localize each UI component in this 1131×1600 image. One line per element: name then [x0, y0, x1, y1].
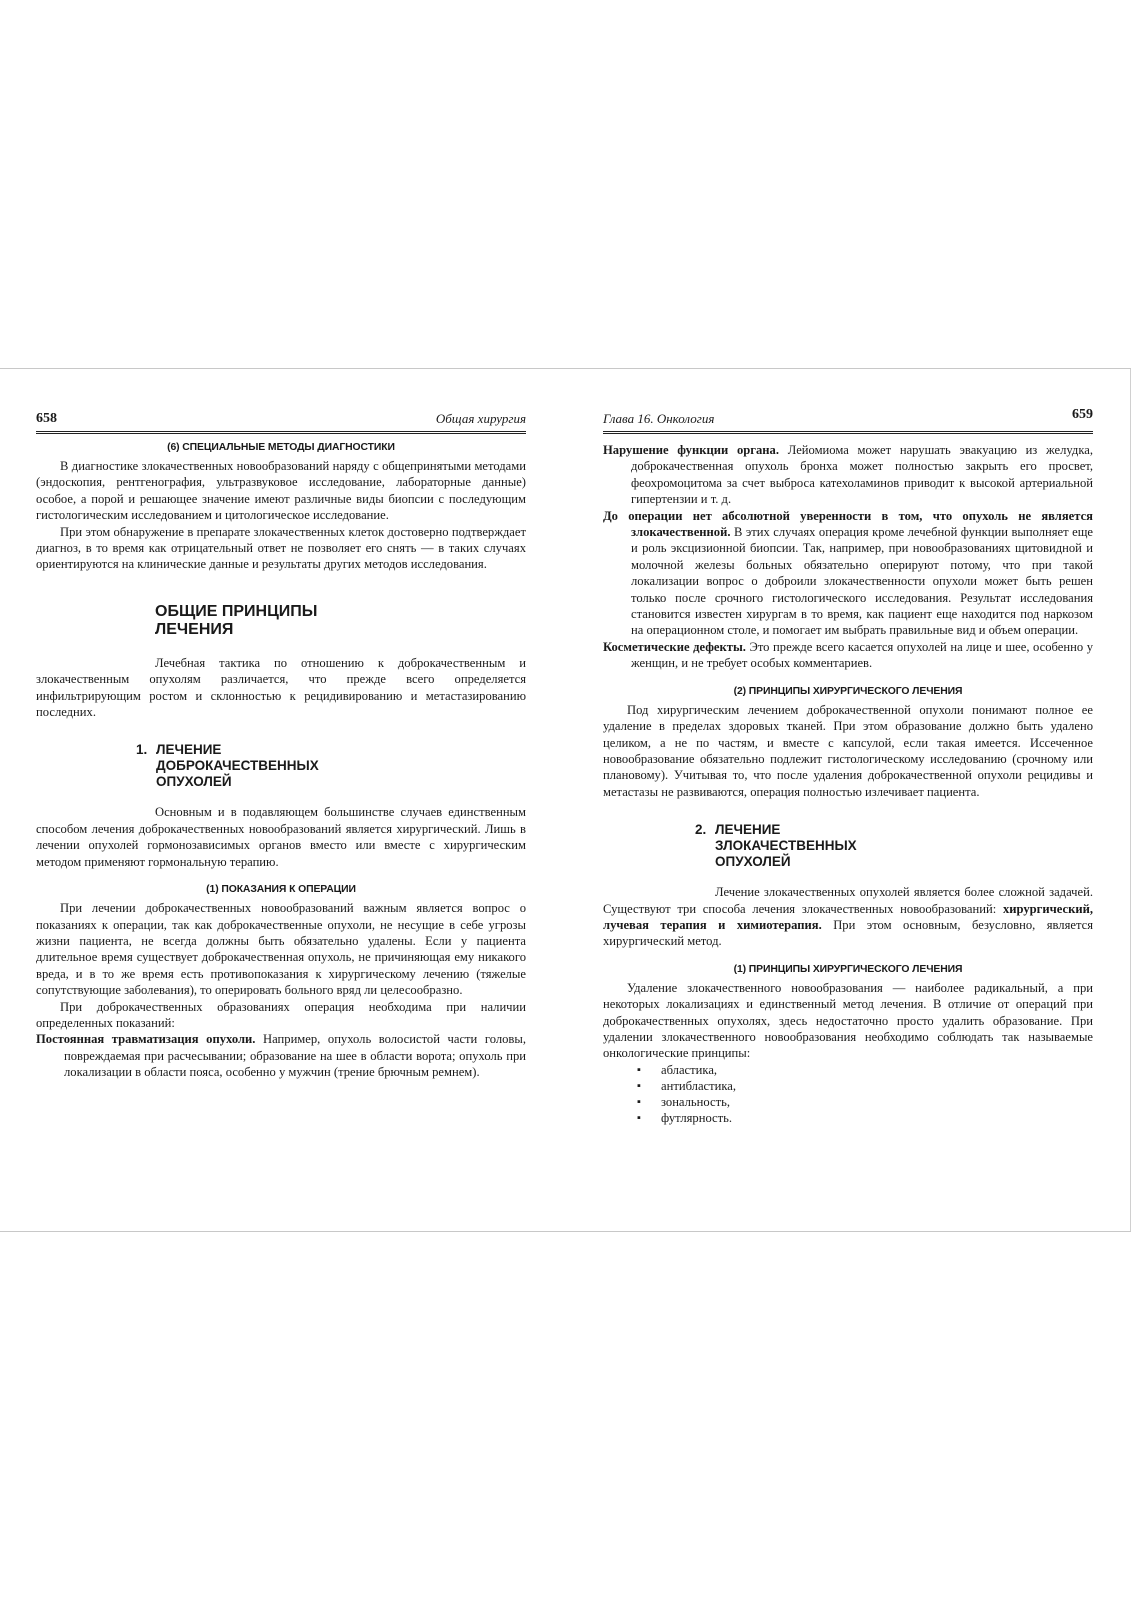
term-text: Лейомиома может нарушать эвакуацию из желудка, доброкачественная опухоль бронха может полностью закрыть его просвет, феохромоцитома за счет выброса катехоламинов приводит к высокой артериальной гипертензии и т. д. [631, 443, 1093, 507]
term-text: В этих случаях операция кроме лечебной функции выполняет еще и роль эксцизионной биопсии. Так, например, при новообразованиях щитовидной и молочной железы больных обязательно оперируют потому, что при такой локализации вопрос о доброили злокачественности опухоли может быть решен только после срочного гистологического исследования. Результат исследования становится известен хирургам в то время, как пациент еще находится под наркозом на операционном столе, и помогает им выбрать правильные вид и объем операции. [631, 525, 1093, 638]
heading-line: ОПУХОЛЕЙ [715, 854, 791, 870]
running-title: Глава 16. Онкология [603, 411, 715, 426]
list-item: ▪ абластика, [637, 1062, 1093, 1078]
paragraph [603, 884, 1093, 950]
heading-line: ОБЩИЕ ПРИНЦИПЫ [155, 602, 318, 620]
subsection-heading: (1) ПРИНЦИПЫ ХИРУРГИЧЕСКОГО ЛЕЧЕНИЯ [733, 963, 963, 975]
page-number: 659 [1072, 407, 1093, 422]
term: До операции нет абсолютной уверенности в том, что опухоль не является злокачественной. [603, 508, 1093, 540]
term: Косметические дефекты. [603, 639, 746, 654]
section-heading [155, 603, 526, 639]
paragraph: Удаление злокачественного новообразования — наиболее радикальный, а при некоторых локализациях и единственный метод лечения. В отличие от операций при доброкачественных опухолях, здесь недостаточно просто удалить образование. При удалении злокачественного новообразования необходимо соблюдать так называемые онкологические принципы: [603, 980, 1093, 1061]
list-item: ▪ зональность, [637, 1094, 1093, 1110]
heading-line: ЛЕЧЕНИЕ [715, 822, 781, 838]
paragraph-text: Лечение злокачественных опухолей является более сложной задачей. Существуют три способа лечения злокачественных новообразований: [603, 885, 1093, 916]
numbered-heading [695, 822, 1093, 870]
principles-list [603, 1062, 1093, 1126]
paragraph-text: При этом основным, безусловно, является хирургический метод. [603, 917, 1094, 949]
heading-line: ОПУХОЛЕЙ [156, 774, 232, 790]
left-page-header [36, 409, 526, 434]
heading-number: 2. [695, 822, 707, 838]
list-item [603, 639, 1093, 672]
term-text: Это прежде всего касается опухолей на лице и шее, особенно у женщин, и не требует особых комментариев. [631, 639, 1093, 671]
term: Постоянная травматизация опухоли. [36, 1032, 256, 1047]
paragraph: При лечении доброкачественных новообразований важным является вопрос о показаниях к операции, так как доброкачественные опухоли, не несущие в себе угрозы жизни пациента, не всегда должны быть обязательно удалены. Если у пациента длительное время существует доброкачественная опухоль, не причиняющая ему никакого вреда, и в то же время есть противопоказания к хирургическому лечению (тяжелые сопутствующие заболевания), то оперировать больного вряд ли целесообразно. [36, 901, 526, 998]
list-item [603, 442, 1093, 508]
paragraph: Лечебная тактика по отношению к доброкачественным и злокачественным опухолям различается, что прежде всего определяется инфильтрирующим ростом и склонностью к рецидивированию и метастазированию последних. [36, 655, 526, 720]
paragraph: При доброкачественных образованиях операция необходима при наличии определенных показаний: [36, 999, 526, 1030]
heading-line: ЛЕЧЕНИЕ [156, 742, 222, 758]
subsection-heading: (6) СПЕЦИАЛЬНЫЕ МЕТОДЫ ДИАГНОСТИКИ [167, 442, 395, 453]
paragraph: Основным и в подавляющем большинстве случаев единственным способом лечения доброкачественных новообразований является хирургический. Лишь в лечении опухолей гормонозависимых органов вместо или вместе с хирургическим методом применяют гормональную терапию. [36, 805, 526, 869]
list-item: ▪ футлярность. [637, 1110, 1093, 1126]
numbered-heading [136, 742, 526, 790]
heading-line: ЗЛОКАЧЕСТВЕННЫХ [715, 838, 857, 854]
running-title: Общая хирургия [435, 411, 526, 426]
heading-line: ДОБРОКАЧЕСТВЕННЫХ [156, 758, 319, 774]
list-item: ▪ антибластика, [637, 1078, 1093, 1094]
list-item [603, 508, 1093, 639]
paragraph: Под хирургическим лечением доброкачественной опухоли понимают полное ее удаление в пределах здоровых тканей. При этом образование должно быть удалено целиком, а не по частям, и вместе с капсулой, если такая имеется. Иссеченное новообразование обязательно подлежит гистологическому исследованию (срочному или плановому). Учитывая то, что после удаления доброкачественной опухоли рецидивы и метастазы не развиваются, операция полностью излечивает пациента. [603, 702, 1093, 799]
left-page [36, 409, 526, 1081]
paragraph: При этом обнаружение в препарате злокачественных клеток достоверно подтверждает диагноз, в то время как отрицательный ответ не позволяет его снять — в таких случаях ориентируются на клинические данные и результаты других методов исследования. [36, 524, 526, 572]
term-text: Например, опухоль волосистой части головы, повреждаемая при расчесывании; образование на шее в области ворота; опухоль при локализации в области пояса, особенно у мужчин (трение брючным ремнем). [64, 1032, 526, 1080]
paragraph: В диагностике злокачественных новообразований наряду с общепринятыми методами (эндоскопия, рентгенография, ультразвуковое исследование, лабораторные данные) особое, а порой и решающее значение имеют различные виды биопсии с последующим гистологическим исследованием и цитологическое исследование. [36, 459, 526, 523]
emphasis: хирургический, лучевая терапия и химиотерапия. [603, 901, 1093, 932]
list-item [36, 1031, 526, 1080]
right-page [603, 409, 1093, 1126]
subsection-heading: (2) ПРИНЦИПЫ ХИРУРГИЧЕСКОГО ЛЕЧЕНИЯ [733, 685, 963, 697]
subsection-heading: (1) ПОКАЗАНИЯ К ОПЕРАЦИИ [206, 884, 356, 896]
heading-line: ЛЕЧЕНИЯ [155, 620, 234, 638]
book-spread [0, 368, 1131, 1232]
term: Нарушение функции органа. [603, 443, 779, 457]
right-page-header [603, 409, 1093, 434]
heading-number: 1. [136, 742, 148, 758]
page-number: 658 [36, 411, 57, 426]
